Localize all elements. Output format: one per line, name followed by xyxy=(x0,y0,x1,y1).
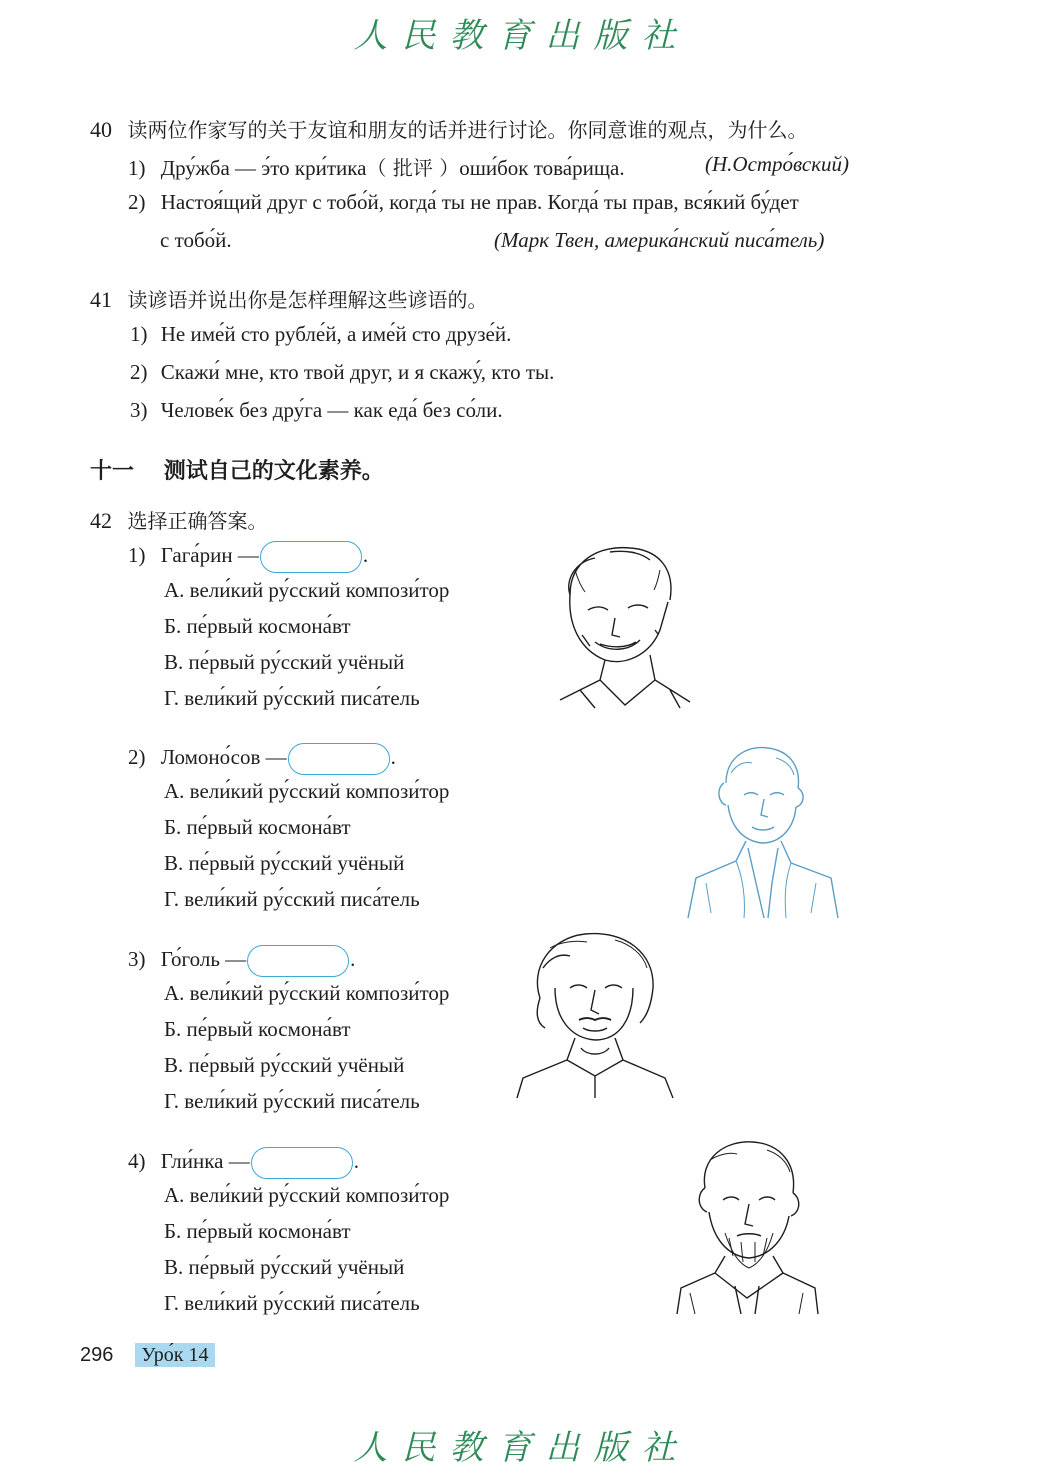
section-title: 测试自己的文化素养。 xyxy=(163,459,384,484)
answer-blank[interactable] xyxy=(251,1147,353,1179)
proverb-text: Не име́й сто рубле́й, а име́й сто друзе́й. xyxy=(160,322,512,346)
publisher-logo-top: 人民教育出版社 xyxy=(353,16,690,56)
option-c: В. пе́рвый ру́сский учёный xyxy=(164,1053,405,1077)
page-footer xyxy=(80,1344,215,1367)
item-number: 1) xyxy=(130,322,148,346)
answer-blank[interactable] xyxy=(247,945,349,977)
option-d: Г. вели́кий ру́сский писа́тель xyxy=(164,887,420,911)
question-number: 4) xyxy=(128,1148,146,1173)
exercise-40-item-2 xyxy=(128,190,799,215)
proverb-text: Скажи́ мне, кто твой друг, и я скажу́, кто ты. xyxy=(160,360,555,384)
question-number: 3) xyxy=(128,946,146,971)
gogol-portrait xyxy=(515,928,675,1100)
answer-blank[interactable] xyxy=(260,541,362,573)
question-name: Ломоно́сов — xyxy=(160,744,287,769)
section-heading xyxy=(90,454,384,485)
exercise-42 xyxy=(90,505,268,534)
publisher-logo-bottom: 人民教育出版社 xyxy=(353,1428,690,1468)
option-c: В. пе́рвый ру́сский учёный xyxy=(164,851,405,875)
option-a: А. вели́кий ру́сский компози́тор xyxy=(164,578,450,602)
option-d: Г. вели́кий ру́сский писа́тель xyxy=(164,1291,420,1315)
answer-blank[interactable] xyxy=(288,743,390,775)
quote-text: Настоя́щий друг с тобо́й, когда́ ты не прав. Когда́ ты прав, вся́кий бу́дет xyxy=(160,190,799,214)
question-number: 2) xyxy=(128,744,146,769)
option-d: Г. вели́кий ру́сский писа́тель xyxy=(164,686,420,710)
proverb-2 xyxy=(130,360,554,385)
exercise-40-item-1 xyxy=(128,152,625,181)
section-number: 十一 xyxy=(90,459,135,484)
option-b: Б. пе́рвый космона́вт xyxy=(164,614,351,638)
quote-text-line2: с тобо́й. xyxy=(160,228,232,252)
exercise-40 xyxy=(90,114,808,143)
option-b: Б. пе́рвый космона́вт xyxy=(164,1017,351,1041)
question-name: Гли́нка — xyxy=(160,1148,250,1173)
proverb-text: Челове́к без дру́га — как еда́ без со́ли. xyxy=(160,398,503,422)
gagarin-portrait xyxy=(540,540,695,710)
option-d: Г. вели́кий ру́сский писа́тель xyxy=(164,1089,420,1113)
quote-text: оши́бок това́рища. xyxy=(459,156,625,180)
option-b: Б. пе́рвый космона́вт xyxy=(164,1219,351,1243)
question-4: 4) Гли́нка — . xyxy=(128,1147,359,1179)
proverb-3 xyxy=(130,398,503,423)
question-2: 2) Ломоно́сов — . xyxy=(128,743,396,775)
option-a: А. вели́кий ру́сский компози́тор xyxy=(164,1183,450,1207)
page-number: 296 xyxy=(80,1344,114,1366)
question-3: 3) Го́голь — . xyxy=(128,945,355,977)
item-number: 3) xyxy=(130,398,148,422)
exercise-instruction: 选择正确答案。 xyxy=(127,509,268,533)
chinese-gloss: （ 批评 ） xyxy=(366,156,460,180)
exercise-number: 40 xyxy=(90,117,112,142)
exercise-instruction: 读两位作家写的关于友谊和朋友的话并进行讨论。你同意谁的观点，为什么。 xyxy=(127,118,808,142)
quote-author: (Н.Остро́вский) xyxy=(705,152,850,176)
item-number: 2) xyxy=(130,360,148,384)
question-name: Го́голь — xyxy=(160,946,247,971)
exercise-number: 42 xyxy=(90,508,112,533)
option-b: Б. пе́рвый космона́вт xyxy=(164,815,351,839)
lomonosov-portrait xyxy=(686,743,841,921)
item-number: 2) xyxy=(128,190,146,214)
option-a: А. вели́кий ру́сский компози́тор xyxy=(164,981,450,1005)
option-c: В. пе́рвый ру́сский учёный xyxy=(164,1255,405,1279)
exercise-number: 41 xyxy=(90,287,112,312)
question-name: Гага́рин — xyxy=(160,542,259,567)
exercise-instruction: 读谚语并说出你是怎样理解这些谚语的。 xyxy=(127,288,488,312)
quote-author: (Марк Твен, америка́нский писа́тель) xyxy=(494,228,825,252)
option-a: А. вели́кий ру́сский компози́тор xyxy=(164,779,450,803)
question-1: 1) Гага́рин — . xyxy=(128,541,368,573)
glinka-portrait xyxy=(675,1138,820,1316)
exercise-41 xyxy=(90,284,488,313)
proverb-1 xyxy=(130,322,511,347)
lesson-label: Уро́к 14 xyxy=(135,1343,214,1367)
quote-text: Дру́жба — э́то кри́тика xyxy=(160,156,367,180)
question-number: 1) xyxy=(128,542,146,567)
item-number: 1) xyxy=(128,156,146,180)
option-c: В. пе́рвый ру́сский учёный xyxy=(164,650,405,674)
